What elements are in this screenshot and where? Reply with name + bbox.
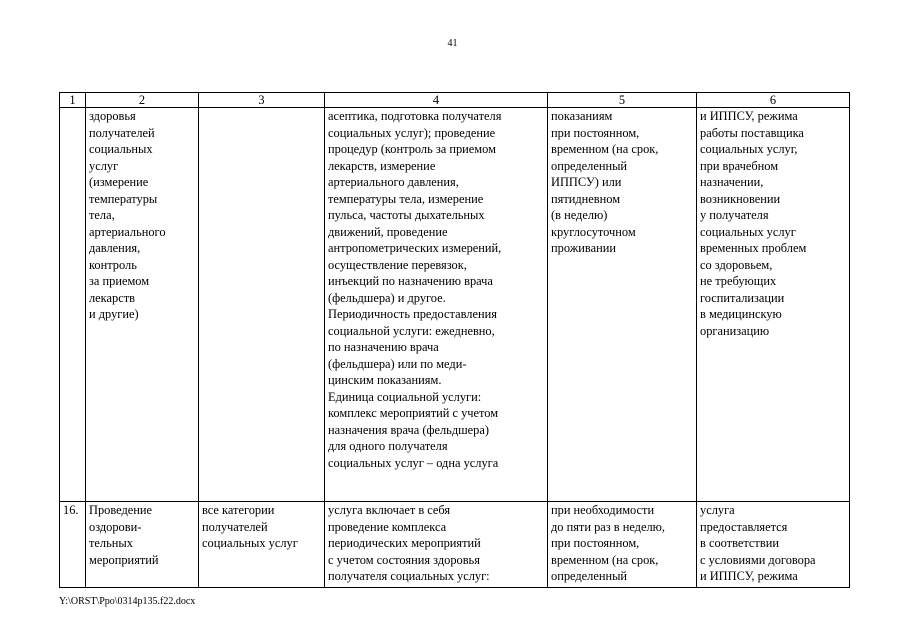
cell-text-line: (в неделю): [551, 208, 608, 222]
cell-text-line: социальной услуги: ежедневно,: [328, 323, 495, 338]
services-table: [59, 92, 850, 588]
cell-text-line: показаниям: [551, 109, 613, 123]
cell-text-line: назначения врача (фельдшера): [328, 422, 489, 437]
cell-text-line: антропометрических измерений,: [328, 241, 502, 255]
cell-text-line: услуг: [89, 158, 119, 173]
cell-number: [60, 108, 86, 502]
cell-text-line: по назначению врача: [328, 340, 439, 354]
cell-text-line: назначении,: [700, 175, 764, 189]
cell-text-line: при необходимости: [551, 503, 655, 517]
cell-text-line: за приемом: [89, 274, 150, 288]
cell-text-line: и ИППСУ, режима: [700, 569, 798, 583]
cell-text-line: госпитализации: [700, 290, 785, 305]
cell-text-line: проживании: [551, 241, 616, 255]
cell-text-line: организацию: [700, 323, 770, 338]
cell-text-line: и другие): [89, 307, 139, 321]
cell-text-line: все категории: [202, 503, 275, 517]
cell-text-line: оздорови-: [89, 519, 142, 534]
cell-text-line: 16.: [63, 503, 79, 517]
cell-text-line: предоставляется: [700, 519, 788, 534]
cell-text-line: лекарств, измерение: [328, 158, 436, 173]
cell-text-line: социальных услуг – одна услуга: [328, 455, 499, 470]
header-cell: 1: [60, 93, 86, 108]
cell-text-line: комплекс мероприятий с учетом: [328, 406, 499, 420]
cell-text-line: временном (на срок,: [551, 142, 659, 156]
cell-text-line: (фельдшера) или по меди-: [328, 356, 467, 371]
cell-text-line: у получателя: [700, 208, 769, 222]
cell-text-line: при постоянном,: [551, 125, 640, 140]
cell-text-line: контроль: [89, 257, 137, 272]
cell-text-line: социальных услуг); проведение: [328, 125, 496, 140]
cell-text-line: проведение комплекса: [328, 519, 447, 534]
cell-frequency: [548, 108, 697, 502]
cell-text-line: (измерение: [89, 175, 149, 189]
cell-text-line: температуры тела, измерение: [328, 191, 484, 206]
header-cell: 4: [325, 93, 548, 108]
cell-text-line: социальных услуг,: [700, 142, 798, 156]
cell-text-line: артериального: [89, 224, 166, 239]
cell-text-line: движений, проведение: [328, 224, 448, 239]
cell-text-line: асептика, подготовка получателя: [328, 109, 502, 123]
cell-text-line: температуры: [89, 191, 158, 206]
cell-text-line: работы поставщика: [700, 125, 804, 140]
cell-service-name: [86, 108, 199, 502]
page-number: 41: [447, 38, 458, 49]
cell-text-line: пятидневном: [551, 191, 621, 206]
cell-text-line: осуществление перевязок,: [328, 257, 467, 272]
cell-recipients: [199, 108, 325, 502]
cell-service-name: [86, 502, 199, 588]
cell-text-line: определенный: [551, 569, 628, 583]
cell-description: [325, 502, 548, 588]
cell-text-line: тела,: [89, 208, 115, 222]
cell-text-line: до пяти раз в неделю,: [551, 519, 666, 534]
cell-text-line: не требующих: [700, 274, 777, 288]
header-cell: 2: [86, 93, 199, 108]
table-row-continued: [60, 108, 850, 502]
cell-text-line: мероприятий: [89, 552, 159, 567]
cell-text-line: (фельдшера) и другое.: [328, 290, 446, 305]
cell-text-line: ИППСУ) или: [551, 175, 622, 189]
cell-text-line: Периодичность предоставления: [328, 307, 497, 321]
cell-text-line: со здоровьем,: [700, 257, 773, 272]
cell-text-line: здоровья: [89, 109, 136, 123]
cell-text-line: с условиями договора: [700, 552, 816, 567]
cell-text-line: социальных услуг: [202, 536, 298, 550]
cell-text-line: давления,: [89, 241, 141, 255]
cell-text-line: процедур (контроль за приемом: [328, 142, 496, 156]
cell-text-line: временном (на срок,: [551, 552, 659, 567]
cell-text-line: временных проблем: [700, 241, 807, 255]
cell-conditions: [697, 108, 850, 502]
cell-text-line: получателей: [89, 125, 155, 140]
cell-conditions: [697, 502, 850, 588]
cell-text-line: услуга включает в себя: [328, 503, 451, 517]
cell-text-line: инъекций по назначению врача: [328, 274, 493, 288]
cell-text-line: периодических мероприятий: [328, 536, 481, 550]
table-header-row: [60, 93, 850, 108]
cell-text-line: для одного получателя: [328, 439, 448, 453]
cell-frequency: [548, 502, 697, 588]
header-cell: 5: [548, 93, 697, 108]
cell-text-line: тельных: [89, 536, 133, 550]
cell-text-line: получателя социальных услуг:: [328, 569, 490, 583]
cell-number: [60, 502, 86, 588]
header-cell: 3: [199, 93, 325, 108]
cell-text-line: услуга: [700, 503, 735, 517]
cell-text-line: с учетом состояния здоровья: [328, 552, 480, 567]
cell-text-line: получателей: [202, 519, 268, 534]
cell-text-line: лекарств: [89, 290, 135, 305]
table-row-16: [60, 502, 850, 588]
cell-text-line: определенный: [551, 158, 628, 173]
cell-text-line: социальных услуг: [700, 224, 796, 239]
file-path-footer: Y:\ORST\Ppo\0314p135.f22.docx: [59, 596, 196, 607]
cell-text-line: артериального давления,: [328, 175, 459, 189]
cell-text-line: цинским показаниям.: [328, 373, 442, 387]
cell-text-line: и ИППСУ, режима: [700, 109, 798, 123]
header-cell: 6: [697, 93, 850, 108]
cell-text-line: социальных: [89, 142, 153, 156]
cell-text-line: Единица социальной услуги:: [328, 389, 482, 404]
cell-text-line: при врачебном: [700, 158, 779, 173]
cell-text-line: в соответствии: [700, 536, 779, 550]
cell-text-line: при постоянном,: [551, 536, 640, 550]
cell-text-line: пульса, частоты дыхательных: [328, 208, 485, 222]
cell-text-line: возникновении: [700, 191, 781, 206]
cell-text-line: в медицинскую: [700, 307, 782, 321]
cell-description: [325, 108, 548, 502]
cell-text-line: круглосуточном: [551, 224, 636, 239]
cell-text-line: Проведение: [89, 503, 153, 517]
cell-recipients: [199, 502, 325, 588]
